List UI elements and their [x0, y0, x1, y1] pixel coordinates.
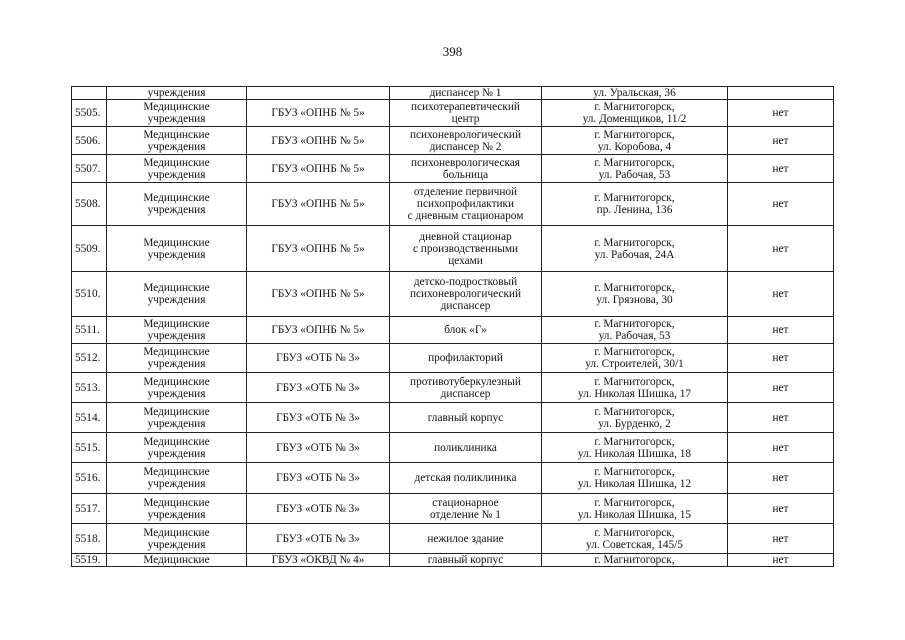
address-line: г. Магнитогорск,	[594, 496, 675, 509]
institution-type-line: Медицинские	[143, 526, 210, 539]
address-line: ул. Коробова, 4	[597, 140, 672, 153]
registry-table-body	[72, 87, 834, 567]
institution-type-line: Медицинские	[143, 236, 210, 249]
organization-cell: ГБУЗ «ОТБ № 3»	[247, 344, 390, 373]
address-line: ул. Николая Шишка, 17	[577, 387, 692, 400]
institution-type-cell	[107, 100, 247, 127]
note-cell: нет	[728, 373, 834, 403]
organization-cell: ГБУЗ «ОПНБ № 5»	[247, 183, 390, 226]
organization-cell: ГБУЗ «ОТБ № 3»	[247, 463, 390, 494]
institution-type-line: учреждения	[147, 248, 206, 261]
institution-type-line: Медицинские	[143, 435, 210, 448]
table-row	[72, 317, 834, 344]
address-line: ул. Строителей, 30/1	[585, 358, 684, 370]
row-number-cell: 5512.	[72, 344, 107, 373]
row-number-cell: 5516.	[72, 463, 107, 494]
address-cell	[542, 554, 728, 567]
institution-type-cell	[107, 272, 247, 317]
table-row	[72, 463, 834, 494]
institution-type-cell	[107, 494, 247, 524]
row-number-cell	[72, 87, 107, 100]
page-number: 398	[442, 44, 463, 59]
address-cell	[542, 463, 728, 494]
institution-type-line: Медицинские	[143, 128, 210, 141]
institution-type-line: Медицинские	[143, 156, 210, 169]
facility-name-line: психоневрологический	[409, 288, 522, 300]
organization-cell: ГБУЗ «ОПНБ № 5»	[247, 100, 390, 127]
facility-name-cell	[390, 127, 542, 155]
facility-name-cell	[390, 463, 542, 494]
note-cell	[728, 87, 834, 100]
facility-name-cell	[390, 494, 542, 524]
row-number-cell: 5508.	[72, 183, 107, 226]
table-row	[72, 100, 834, 127]
table-row	[72, 87, 834, 100]
address-cell	[542, 87, 728, 100]
address-line: ул. Уральская, 36	[593, 87, 676, 99]
institution-type-line: учреждения	[147, 508, 206, 521]
facility-name-cell	[390, 100, 542, 127]
facility-name-cell	[390, 344, 542, 373]
organization-cell: ГБУЗ «ОТБ № 3»	[247, 373, 390, 403]
facility-name-cell	[390, 373, 542, 403]
facility-name-cell	[390, 317, 542, 344]
address-cell	[542, 272, 728, 317]
facility-name-line: психопрофилактики	[416, 198, 515, 210]
organization-cell: ГБУЗ «ОТБ № 3»	[247, 433, 390, 463]
facility-name-line: цехами	[448, 254, 483, 267]
note-cell: нет	[728, 317, 834, 344]
facility-name-cell	[390, 554, 542, 567]
institution-type-line: учреждения	[147, 330, 206, 342]
institution-type-line: учреждения	[147, 417, 206, 430]
institution-type-line: Медицинские	[143, 282, 210, 294]
address-line: ул. Доменщиков, 11/2	[582, 113, 687, 125]
institution-type-line: Медицинские	[143, 101, 210, 113]
table-row	[72, 433, 834, 463]
facility-name-line: психотерапевтический	[411, 101, 520, 113]
row-number-cell: 5507.	[72, 155, 107, 183]
row-number-cell: 5515.	[72, 433, 107, 463]
institution-type-line: Медицинские	[143, 346, 210, 358]
address-cell	[542, 344, 728, 373]
address-cell	[542, 317, 728, 344]
institution-type-cell	[107, 226, 247, 272]
address-cell	[542, 494, 728, 524]
institution-type-cell	[107, 373, 247, 403]
institution-type-line: Медицинские	[143, 375, 210, 388]
row-number-cell: 5514.	[72, 403, 107, 433]
institution-type-line: Медицинские	[143, 318, 210, 330]
registry-table	[71, 86, 834, 567]
address-line: ул. Грязнова, 30	[596, 294, 673, 306]
facility-name-line: детская поликлиника	[414, 472, 517, 484]
organization-cell: ГБУЗ «ОКВД № 4»	[247, 554, 390, 567]
institution-type-cell	[107, 127, 247, 155]
row-number-cell: 5519.	[72, 554, 107, 567]
address-cell	[542, 226, 728, 272]
facility-name-line: психоневрологическая	[411, 156, 520, 169]
institution-type-line: учреждения	[147, 358, 206, 370]
table-row	[72, 403, 834, 433]
address-line: ул. Николая Шишка, 12	[577, 478, 692, 490]
note-cell: нет	[728, 494, 834, 524]
address-line: г. Магнитогорск,	[594, 156, 675, 169]
facility-name-cell	[390, 272, 542, 317]
facility-name-line: главный корпус	[427, 554, 504, 566]
institution-type-cell	[107, 155, 247, 183]
facility-name-line: стационарное	[432, 496, 499, 509]
institution-type-line: Медицинские	[143, 405, 210, 418]
institution-type-cell	[107, 317, 247, 344]
address-line: г. Магнитогорск,	[594, 526, 675, 539]
row-number-cell: 5505.	[72, 100, 107, 127]
organization-cell: ГБУЗ «ОПНБ № 5»	[247, 226, 390, 272]
row-number-cell: 5509.	[72, 226, 107, 272]
note-cell: нет	[728, 524, 834, 554]
address-cell	[542, 524, 728, 554]
address-line: г. Магнитогорск,	[594, 405, 675, 418]
facility-name-line: дневной стационар	[419, 230, 512, 243]
address-line: г. Магнитогорск,	[594, 318, 675, 330]
address-line: ул. Николая Шишка, 18	[577, 447, 692, 460]
institution-type-line: учреждения	[147, 294, 206, 306]
institution-type-line: учреждения	[147, 478, 206, 490]
institution-type-line: учреждения	[147, 87, 206, 99]
organization-cell: ГБУЗ «ОПНБ № 5»	[247, 155, 390, 183]
table-row	[72, 272, 834, 317]
note-cell: нет	[728, 183, 834, 226]
table-row	[72, 155, 834, 183]
organization-cell	[247, 87, 390, 100]
address-line: г. Магнитогорск,	[594, 466, 675, 478]
institution-type-line: учреждения	[147, 387, 206, 400]
address-cell	[542, 373, 728, 403]
facility-name-line: отделение первичной	[413, 186, 518, 198]
institution-type-line: учреждения	[147, 140, 206, 153]
institution-type-line: Медицинские	[143, 496, 210, 509]
address-line: г. Магнитогорск,	[594, 435, 675, 448]
row-number-cell: 5506.	[72, 127, 107, 155]
institution-type-cell	[107, 554, 247, 567]
facility-name-line: больница	[442, 168, 489, 181]
table-row	[72, 344, 834, 373]
facility-name-line: детско-подростковый	[413, 276, 518, 288]
address-line: ул. Рабочая, 53	[598, 168, 671, 181]
note-cell: нет	[728, 463, 834, 494]
address-cell	[542, 433, 728, 463]
note-cell: нет	[728, 100, 834, 127]
table-row	[72, 226, 834, 272]
facility-name-line: диспансер № 1	[429, 87, 502, 99]
address-line: ул. Рабочая, 24А	[594, 248, 675, 261]
facility-name-line: профилакторий	[428, 352, 503, 364]
address-line: г. Магнитогорск,	[594, 554, 675, 566]
facility-name-cell	[390, 155, 542, 183]
organization-cell: ГБУЗ «ОПНБ № 5»	[247, 127, 390, 155]
row-number-cell: 5511.	[72, 317, 107, 344]
address-line: г. Магнитогорск,	[594, 282, 675, 294]
facility-name-line: с производственными	[412, 242, 519, 255]
institution-type-cell	[107, 403, 247, 433]
facility-name-line: поликлиника	[434, 441, 497, 454]
facility-name-line: отделение № 1	[430, 508, 501, 521]
note-cell: нет	[728, 344, 834, 373]
institution-type-cell	[107, 87, 247, 100]
address-line: ул. Советская, 145/5	[586, 538, 683, 551]
address-cell	[542, 183, 728, 226]
row-number-cell: 5517.	[72, 494, 107, 524]
facility-name-line: психоневрологический	[409, 128, 522, 141]
address-cell	[542, 403, 728, 433]
facility-name-cell	[390, 524, 542, 554]
institution-type-line: учреждения	[147, 113, 206, 125]
address-line: пр. Ленина, 136	[596, 204, 673, 216]
table-row	[72, 554, 834, 567]
table-row	[72, 183, 834, 226]
institution-type-cell	[107, 183, 247, 226]
note-cell: нет	[728, 403, 834, 433]
institution-type-line: Медицинские	[143, 554, 210, 566]
note-cell: нет	[728, 433, 834, 463]
institution-type-line: учреждения	[147, 168, 206, 181]
organization-cell: ГБУЗ «ОПНБ № 5»	[247, 272, 390, 317]
table-row	[72, 373, 834, 403]
facility-name-cell	[390, 433, 542, 463]
facility-name-cell	[390, 87, 542, 100]
institution-type-line: учреждения	[147, 447, 206, 460]
facility-name-line: центр	[451, 113, 480, 125]
address-cell	[542, 127, 728, 155]
facility-name-line: диспансер	[440, 387, 491, 400]
organization-cell: ГБУЗ «ОТБ № 3»	[247, 524, 390, 554]
institution-type-line: Медицинские	[143, 466, 210, 478]
address-line: г. Магнитогорск,	[594, 236, 675, 249]
institution-type-cell	[107, 463, 247, 494]
note-cell: нет	[728, 155, 834, 183]
institution-type-cell	[107, 524, 247, 554]
address-cell	[542, 100, 728, 127]
note-cell: нет	[728, 127, 834, 155]
facility-name-line: главный корпус	[427, 411, 504, 424]
facility-name-line: противотуберкулезный	[410, 375, 521, 388]
address-line: г. Магнитогорск,	[594, 375, 675, 388]
address-cell	[542, 155, 728, 183]
address-line: г. Магнитогорск,	[594, 101, 675, 113]
note-cell: нет	[728, 272, 834, 317]
facility-name-line: диспансер № 2	[429, 140, 502, 153]
institution-type-line: Медицинские	[143, 192, 210, 204]
address-line: г. Магнитогорск,	[594, 128, 675, 141]
organization-cell: ГБУЗ «ОТБ № 3»	[247, 403, 390, 433]
institution-type-cell	[107, 344, 247, 373]
note-cell: нет	[728, 554, 834, 567]
institution-type-cell	[107, 433, 247, 463]
institution-type-line: учреждения	[147, 538, 206, 551]
organization-cell: ГБУЗ «ОПНБ № 5»	[247, 317, 390, 344]
address-line: г. Магнитогорск,	[594, 346, 675, 358]
address-line: г. Магнитогорск,	[594, 192, 675, 204]
institution-type-line: учреждения	[147, 204, 206, 216]
row-number-cell: 5513.	[72, 373, 107, 403]
facility-name-cell	[390, 183, 542, 226]
address-line: ул. Николая Шишка, 15	[577, 508, 692, 521]
table-row	[72, 494, 834, 524]
organization-cell: ГБУЗ «ОТБ № 3»	[247, 494, 390, 524]
facility-name-cell	[390, 403, 542, 433]
facility-name-line: блок «Г»	[444, 324, 487, 336]
row-number-cell: 5518.	[72, 524, 107, 554]
note-cell: нет	[728, 226, 834, 272]
facility-name-line: с дневным стационаром	[407, 210, 524, 222]
facility-name-cell	[390, 226, 542, 272]
table-row	[72, 127, 834, 155]
address-line: ул. Рабочая, 53	[598, 330, 671, 342]
facility-name-line: нежилое здание	[427, 532, 504, 545]
address-line: ул. Бурденко, 2	[598, 417, 671, 430]
facility-name-line: диспансер	[440, 300, 491, 312]
row-number-cell: 5510.	[72, 272, 107, 317]
table-row	[72, 524, 834, 554]
